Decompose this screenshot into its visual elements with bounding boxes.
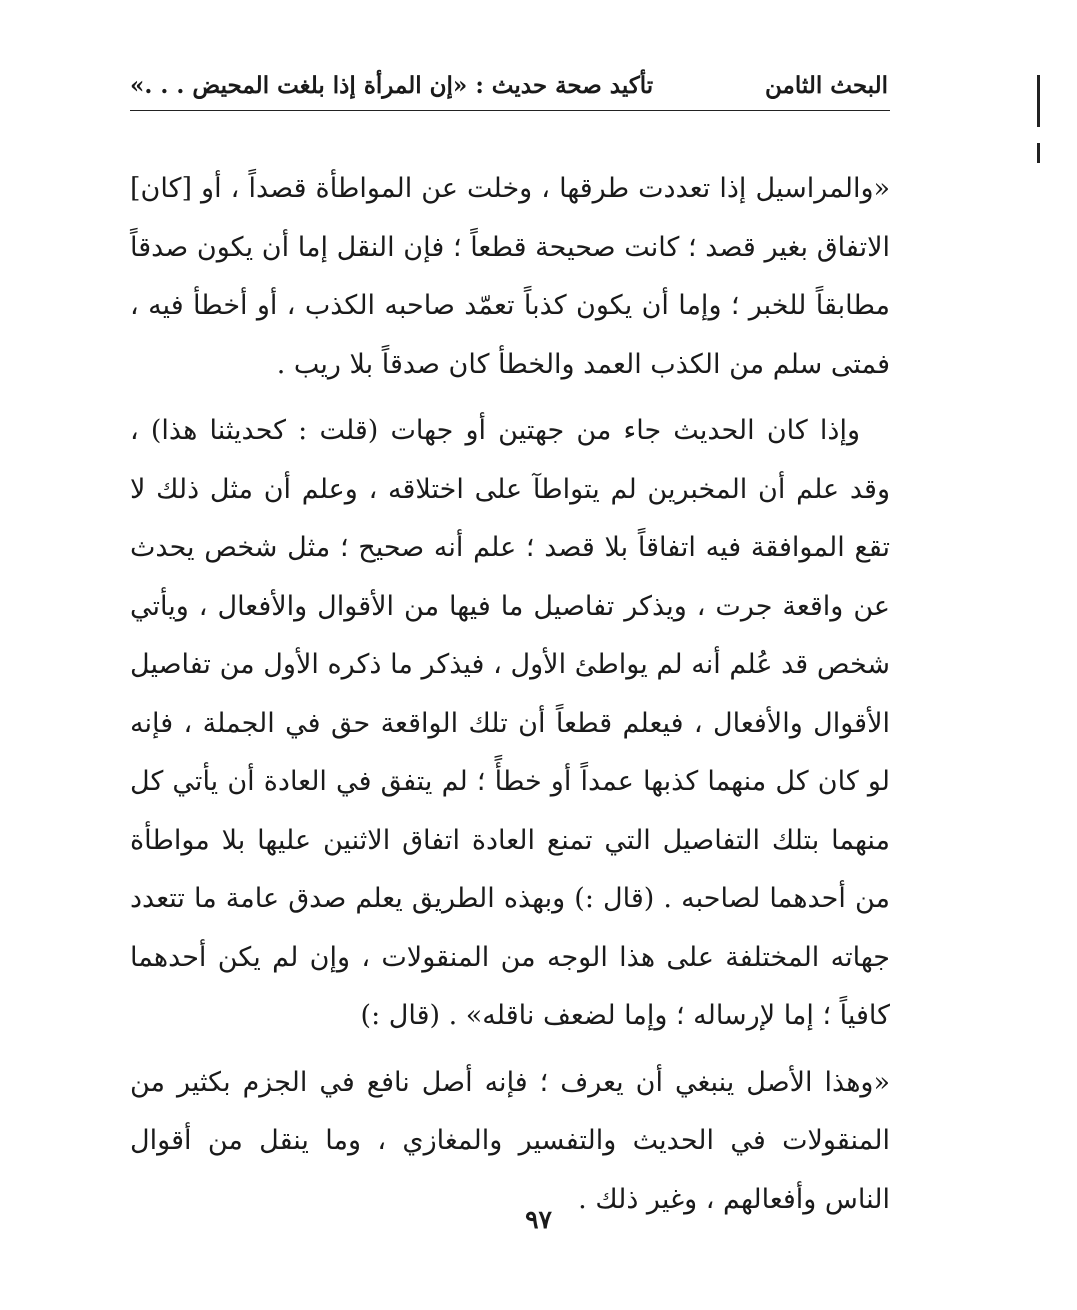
running-header — [130, 66, 888, 106]
running-title: تأكيد صحة حديث : «إن المرأة إذا بلغت المحيض . . .» — [130, 72, 654, 99]
margin-marks — [1037, 75, 1041, 163]
body-text — [130, 160, 890, 1237]
header-rule — [130, 110, 890, 111]
paragraph-2: وإذا كان الحديث جاء من جهتين أو جهات (قلت : كحديثنا هذا) ، وقد علم أن المخبرين لم يتواطآ على اختلاقه ، وعلم أن مثل ذلك لا تقع الموافقة فيه اتفاقاً بلا قصد ؛ علم أنه صحيح ؛ مثل شخص يحدث عن واقعة جرت ، ويذكر تفاصيل ما فيها من الأقوال والأفعال ، ويأتي شخص قد عُلم أنه لم يواطئ الأول ، فيذكر ما ذكره الأول من تفاصيل الأقوال والأفعال ، فيعلم قطعاً أن تلك الواقعة حق في الجملة ، فإنه لو كان كل منهما كذبها عمداً أو خطأً ؛ لم يتفق في العادة أن يأتي كل منهما بتلك التفاصيل التي تمنع العادة اتفاق الاثنين عليها بلا مواطأة من أحدهما لصاحبه . (قال :) وبهذه الطريق يعلم صدق عامة ما تتعدد جهاته المختلفة على هذا الوجه من المنقولات ، وإن لم يكن أحدهما كافياً ؛ إما لإرساله ؛ وإما لضعف ناقله» . (قال :) — [130, 415, 890, 1031]
paragraph-1: «والمراسيل إذا تعددت طرقها ، وخلت عن المواطأة قصداً ، أو [كان] الاتفاق بغير قصد ؛ كانت صحيحة قطعاً ؛ فإن النقل إما أن يكون صدقاً مطابقاً للخبر ؛ وإما أن يكون كذباً تعمّد صاحبه الكذب ، أو أخطأ فيه ، فمتى سلم من الكذب العمد والخطأ كان صدقاً بلا ريب . — [130, 173, 890, 380]
section-title: البحث الثامن — [765, 72, 888, 99]
page-number: ٩٧ — [525, 1205, 552, 1234]
paragraph-3: «وهذا الأصل ينبغي أن يعرف ؛ فإنه أصل نافع في الجزم بكثير من المنقولات في الحديث والتفسير والمغازي ، وما ينقل من أقوال الناس وأفعالهم ، وغير ذلك . — [130, 1066, 890, 1215]
